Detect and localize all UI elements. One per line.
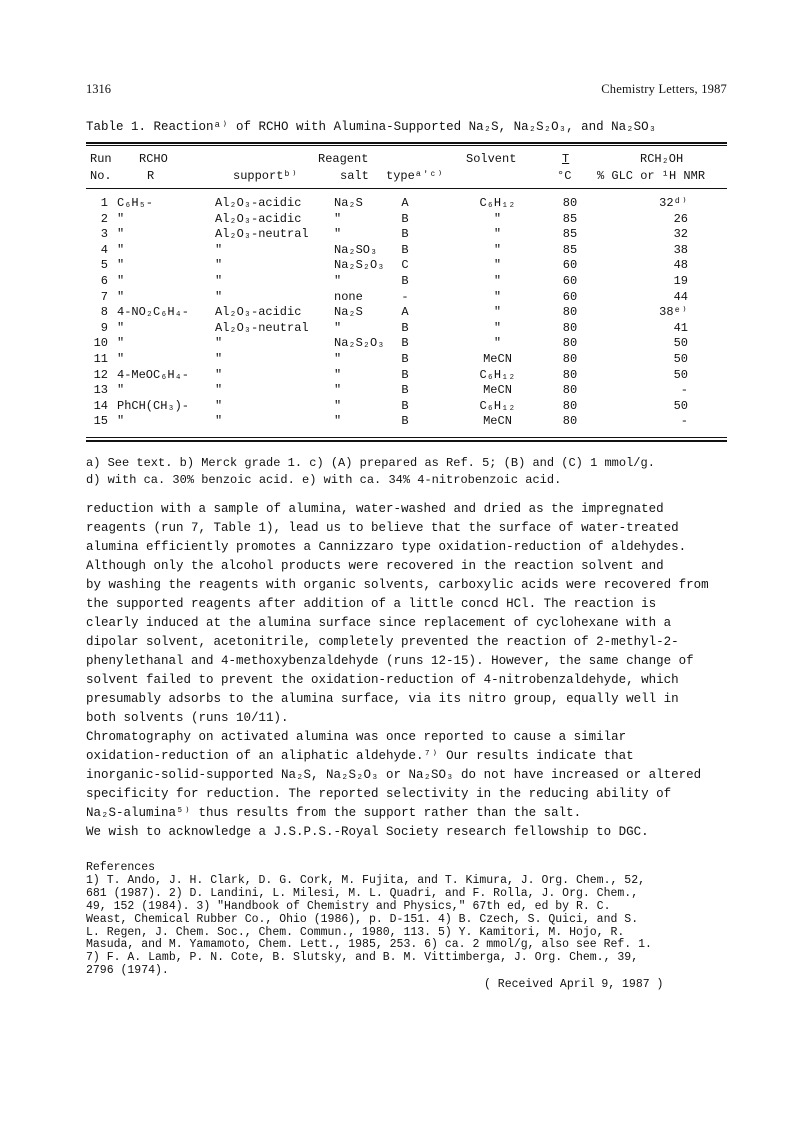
table-cell-r: "	[117, 352, 125, 366]
table-cell-yield: 38ᵉ⁾	[659, 305, 688, 320]
table-cell-t: 80	[562, 305, 578, 320]
table-cell-r: 4-MeOC₆H₄-	[117, 367, 190, 382]
table-cell-t: 85	[562, 242, 578, 257]
table-cell-t: 60	[562, 274, 578, 288]
table-cell-t: 60	[562, 258, 578, 273]
reference-line: 1) T. Ando, J. H. Clark, D. G. Cork, M. Fujita, and T. Kimura, J. Org. Chem., 52,	[86, 873, 645, 887]
table-cell-yield: 19	[673, 274, 688, 288]
reference-line: 49, 152 (1984). 3) "Handbook of Chemistry and Physics," 67th ed, ed by R. C.	[86, 899, 611, 913]
header-run-no: No.	[90, 169, 112, 183]
body-line: specificity for reduction. The reported selectivity in the reducing ability of	[86, 787, 672, 801]
table-cell-t: 80	[562, 336, 578, 351]
table-cell-salt: Na₂S	[334, 305, 363, 320]
table-cell-salt: "	[334, 274, 342, 288]
table-cell-support: "	[215, 352, 223, 366]
table-cell-r: "	[117, 227, 125, 242]
journal-header: Chemistry Letters, 1987	[601, 82, 727, 96]
table-cell-support: Al₂O₃-acidic	[215, 305, 302, 320]
table-cell-yield: 50	[673, 336, 688, 351]
table-cell-no: 6	[100, 274, 108, 288]
table-cell-type: C	[401, 258, 409, 273]
table-cell-type: B	[401, 320, 409, 335]
table-cell-solvent: "	[493, 227, 502, 242]
table-cell-salt: "	[334, 211, 342, 226]
table-cell-type: B	[401, 383, 409, 398]
table-top-rule-2	[86, 145, 727, 146]
table-cell-no: 1	[100, 196, 108, 210]
table-cell-t: 80	[562, 414, 578, 429]
table-bottom-rule	[86, 437, 727, 438]
reference-line: L. Regen, J. Chem. Soc., Chem. Commun., 1980, 113. 5) Y. Kamitori, M. Hojo, R.	[86, 925, 625, 939]
header-type: typeᵃʼᶜ⁾	[386, 169, 444, 183]
table-cell-r: "	[117, 414, 125, 429]
table-cell-type: B	[401, 227, 409, 242]
table-cell-no: 10	[93, 336, 108, 351]
table-top-rule	[86, 142, 727, 144]
table-cell-r: "	[117, 289, 125, 304]
table-cell-r: "	[117, 336, 125, 351]
table-cell-salt: Na₂SO₃	[334, 242, 378, 257]
table-cell-t: 85	[562, 211, 578, 226]
table-cell-yield: 32	[673, 227, 688, 242]
table-bottom-rule-2	[86, 440, 727, 442]
table-caption: Table 1. Reactionᵃ⁾ of RCHO with Alumina-Supported Na₂S, Na₂S₂O₃, and Na₂SO₃	[86, 120, 657, 134]
table-cell-type: A	[401, 196, 409, 210]
table-cell-support: Al₂O₃-neutral	[215, 227, 309, 242]
table-cell-no: 5	[100, 258, 108, 273]
table-cell-t: 85	[562, 227, 578, 242]
table-cell-no: 2	[100, 211, 108, 226]
table-cell-r: "	[117, 211, 125, 226]
body-paragraph-3	[86, 728, 731, 842]
received-date: ( Received April 9, 1987 )	[484, 978, 664, 992]
body-line: by washing the reagents with organic solvents, carboxylic acids were recovered from	[86, 578, 709, 592]
table-cell-salt: "	[334, 398, 342, 413]
table-cell-yield: 50	[673, 398, 688, 413]
table-cell-type: B	[401, 414, 409, 429]
table-cell-solvent: "	[493, 320, 502, 335]
table-cell-solvent: C₆H₁₂	[479, 398, 516, 413]
reference-line: 681 (1987). 2) D. Landini, L. Milesi, M. L. Quadri, and F. Rolla, J. Org. Chem.,	[86, 886, 639, 900]
table-cell-solvent: "	[493, 274, 502, 288]
table-cell-type: B	[401, 352, 409, 366]
table-cell-yield: 48	[673, 258, 688, 273]
header-run: Run	[90, 152, 112, 166]
table-cell-no: 12	[93, 367, 108, 382]
table-cell-support: "	[215, 258, 223, 273]
table-footnotes	[86, 455, 655, 489]
table-cell-t: 80	[562, 383, 578, 398]
header-t: T	[562, 152, 570, 166]
table-cell-yield: 32ᵈ⁾	[659, 196, 688, 210]
table-cell-no: 3	[100, 227, 108, 242]
table-cell-no: 11	[93, 352, 108, 366]
table-cell-salt: "	[334, 367, 342, 382]
table-cell-no: 14	[93, 398, 108, 413]
reference-line: 7) F. A. Lamb, P. N. Cote, B. Slutsky, and B. M. Vittimberga, J. Org. Chem., 39,	[86, 951, 639, 965]
body-line: clearly induced at the alumina surface since replacement of cyclohexane with a	[86, 616, 672, 630]
table-cell-no: 8	[100, 305, 108, 320]
table-cell-solvent: "	[493, 305, 502, 320]
table-cell-salt: Na₂S₂O₃	[334, 258, 385, 273]
table-cell-type: A	[401, 305, 409, 320]
table-cell-solvent: "	[493, 242, 502, 257]
body-paragraph-1	[86, 500, 731, 557]
table-cell-no: 15	[93, 414, 108, 429]
reference-line: Masuda, and M. Yamamoto, Chem. Lett., 1985, 253. 6) ca. 2 mmol/g, also see Ref. 1.	[86, 938, 652, 952]
table-cell-type: B	[401, 211, 409, 226]
table-cell-salt: "	[334, 383, 342, 398]
body-line: We wish to acknowledge a J.S.P.S.-Royal Society research fellowship to DGC.	[86, 825, 649, 839]
table-cell-support: "	[215, 398, 223, 413]
body-line: both solvents (runs 10/11).	[86, 711, 289, 725]
table-cell-yield: -	[680, 414, 688, 429]
body-line: the supported reagents after addition of a little concd HCl. The reaction is	[86, 597, 657, 611]
table-cell-salt: "	[334, 320, 342, 335]
table-cell-salt: Na₂S	[334, 196, 363, 210]
table-cell-yield: 26	[673, 211, 688, 226]
table-cell-r: PhCH(CH₃)-	[117, 398, 190, 413]
table-cell-yield: 41	[673, 320, 688, 335]
table-cell-t: 80	[562, 398, 578, 413]
body-line: alumina efficiently promotes a Cannizzaro type oxidation-reduction of aldehydes.	[86, 540, 687, 554]
header-r: R	[147, 169, 155, 183]
table-cell-r: "	[117, 383, 125, 398]
table-cell-type: B	[401, 367, 409, 382]
reference-line: Weast, Chemical Rubber Co., Ohio (1986), p. D-151. 4) B. Czech, S. Quici, and S.	[86, 912, 639, 926]
table-cell-t: 80	[562, 352, 578, 366]
table-cell-solvent: "	[493, 289, 502, 304]
table-cell-solvent: MeCN	[483, 352, 512, 366]
table-cell-support: Al₂O₃-acidic	[215, 196, 302, 210]
table-cell-salt: "	[334, 352, 342, 366]
header-product: RCH₂OH	[640, 152, 684, 166]
page-number: 1316	[86, 82, 111, 96]
header-t-unit: °C	[557, 169, 572, 183]
table-cell-yield: 50	[673, 352, 688, 366]
references-title: References	[86, 861, 156, 874]
table-header-rule	[86, 188, 727, 189]
table-cell-type: B	[401, 398, 409, 413]
body-line: oxidation-reduction of an aliphatic aldehyde.⁷⁾ Our results indicate that	[86, 749, 634, 763]
table-cell-support: "	[215, 367, 223, 382]
table-cell-t: 80	[562, 320, 578, 335]
body-line: phenylethanal and 4-methoxybenzaldehyde (runs 12-15). However, the same change of	[86, 654, 694, 668]
table-cell-t: 80	[562, 196, 578, 210]
header-product-sub: % GLC or ¹H NMR	[597, 169, 706, 183]
table-cell-solvent: MeCN	[483, 383, 512, 398]
table-cell-solvent: "	[493, 211, 502, 226]
table-cell-r: "	[117, 274, 125, 288]
table-cell-r: "	[117, 242, 125, 257]
body-line: Chromatography on activated alumina was once reported to cause a similar	[86, 730, 627, 744]
reference-line: 2796 (1974).	[86, 964, 169, 978]
table-cell-no: 9	[100, 320, 108, 335]
table-cell-r: 4-NO₂C₆H₄-	[117, 305, 190, 320]
table-cell-r: "	[117, 258, 125, 273]
header-support: supportᵇ⁾	[233, 169, 298, 183]
table-cell-support: "	[215, 383, 223, 398]
table-cell-t: 60	[562, 289, 578, 304]
references	[86, 862, 736, 992]
table-cell-solvent: "	[493, 336, 502, 351]
table-cell-r: "	[117, 320, 125, 335]
table-cell-type: B	[401, 242, 409, 257]
table-cell-yield: 44	[673, 289, 688, 304]
table-cell-support: "	[215, 242, 223, 257]
footnote-line: d) with ca. 30% benzoic acid. e) with ca. 34% 4-nitrobenzoic acid.	[86, 473, 562, 487]
table-cell-solvent: "	[493, 258, 502, 273]
table-cell-support: "	[215, 289, 223, 304]
table-cell-solvent: C₆H₁₂	[479, 196, 516, 210]
body-line: inorganic-solid-supported Na₂S, Na₂S₂O₃ or Na₂SO₃ do not have increased or altered	[86, 768, 702, 782]
header-solvent: Solvent	[466, 152, 517, 166]
body-line: dipolar solvent, acetonitrile, completely prevented the reaction of 2-methyl-2-	[86, 635, 679, 649]
table-cell-type: -	[401, 289, 409, 304]
body-line: solvent failed to prevent the oxidation-reduction of 4-nitrobenzaldehyde, which	[86, 673, 679, 687]
table-cell-salt: Na₂S₂O₃	[334, 336, 385, 351]
table-cell-solvent: C₆H₁₂	[479, 367, 516, 382]
table-cell-no: 13	[93, 383, 108, 398]
table-cell-yield: -	[680, 383, 688, 398]
table-cell-support: "	[215, 336, 223, 351]
table-cell-support: Al₂O₃-neutral	[215, 320, 309, 335]
body-line: presumably adsorbs to the alumina surface, via its nitro group, equally well in	[86, 692, 679, 706]
table-cell-type: B	[401, 336, 409, 351]
footnote-line: a) See text. b) Merck grade 1. c) (A) prepared as Ref. 5; (B) and (C) 1 mmol/g.	[86, 456, 655, 470]
header-salt: salt	[340, 169, 369, 183]
table-cell-no: 4	[100, 242, 108, 257]
header-rcho: RCHO	[139, 152, 168, 166]
table-cell-support: "	[215, 274, 223, 288]
table-cell-support: "	[215, 414, 223, 429]
table-cell-t: 80	[562, 367, 578, 382]
table-cell-support: Al₂O₃-acidic	[215, 211, 302, 226]
table-cell-salt: "	[334, 414, 342, 429]
table-cell-type: B	[401, 274, 409, 288]
header-reagent: Reagent	[318, 152, 369, 166]
body-line: Although only the alcohol products were recovered in the reaction solvent and	[86, 559, 664, 573]
body-line: reduction with a sample of alumina, water-washed and dried as the impregnated	[86, 502, 664, 516]
body-paragraph-2	[86, 557, 731, 728]
body-line: Na₂S-alumina⁵⁾ thus results from the support rather than the salt.	[86, 806, 582, 820]
table-cell-r: C₆H₅-	[117, 196, 154, 210]
table-cell-yield: 50	[673, 367, 688, 382]
table-cell-salt: "	[334, 227, 342, 242]
table-cell-yield: 38	[673, 242, 688, 257]
table-cell-salt: none	[334, 289, 363, 304]
body-line: reagents (run 7, Table 1), lead us to believe that the surface of water-treated	[86, 521, 679, 535]
table-cell-solvent: MeCN	[483, 414, 512, 429]
table-cell-no: 7	[100, 289, 108, 304]
